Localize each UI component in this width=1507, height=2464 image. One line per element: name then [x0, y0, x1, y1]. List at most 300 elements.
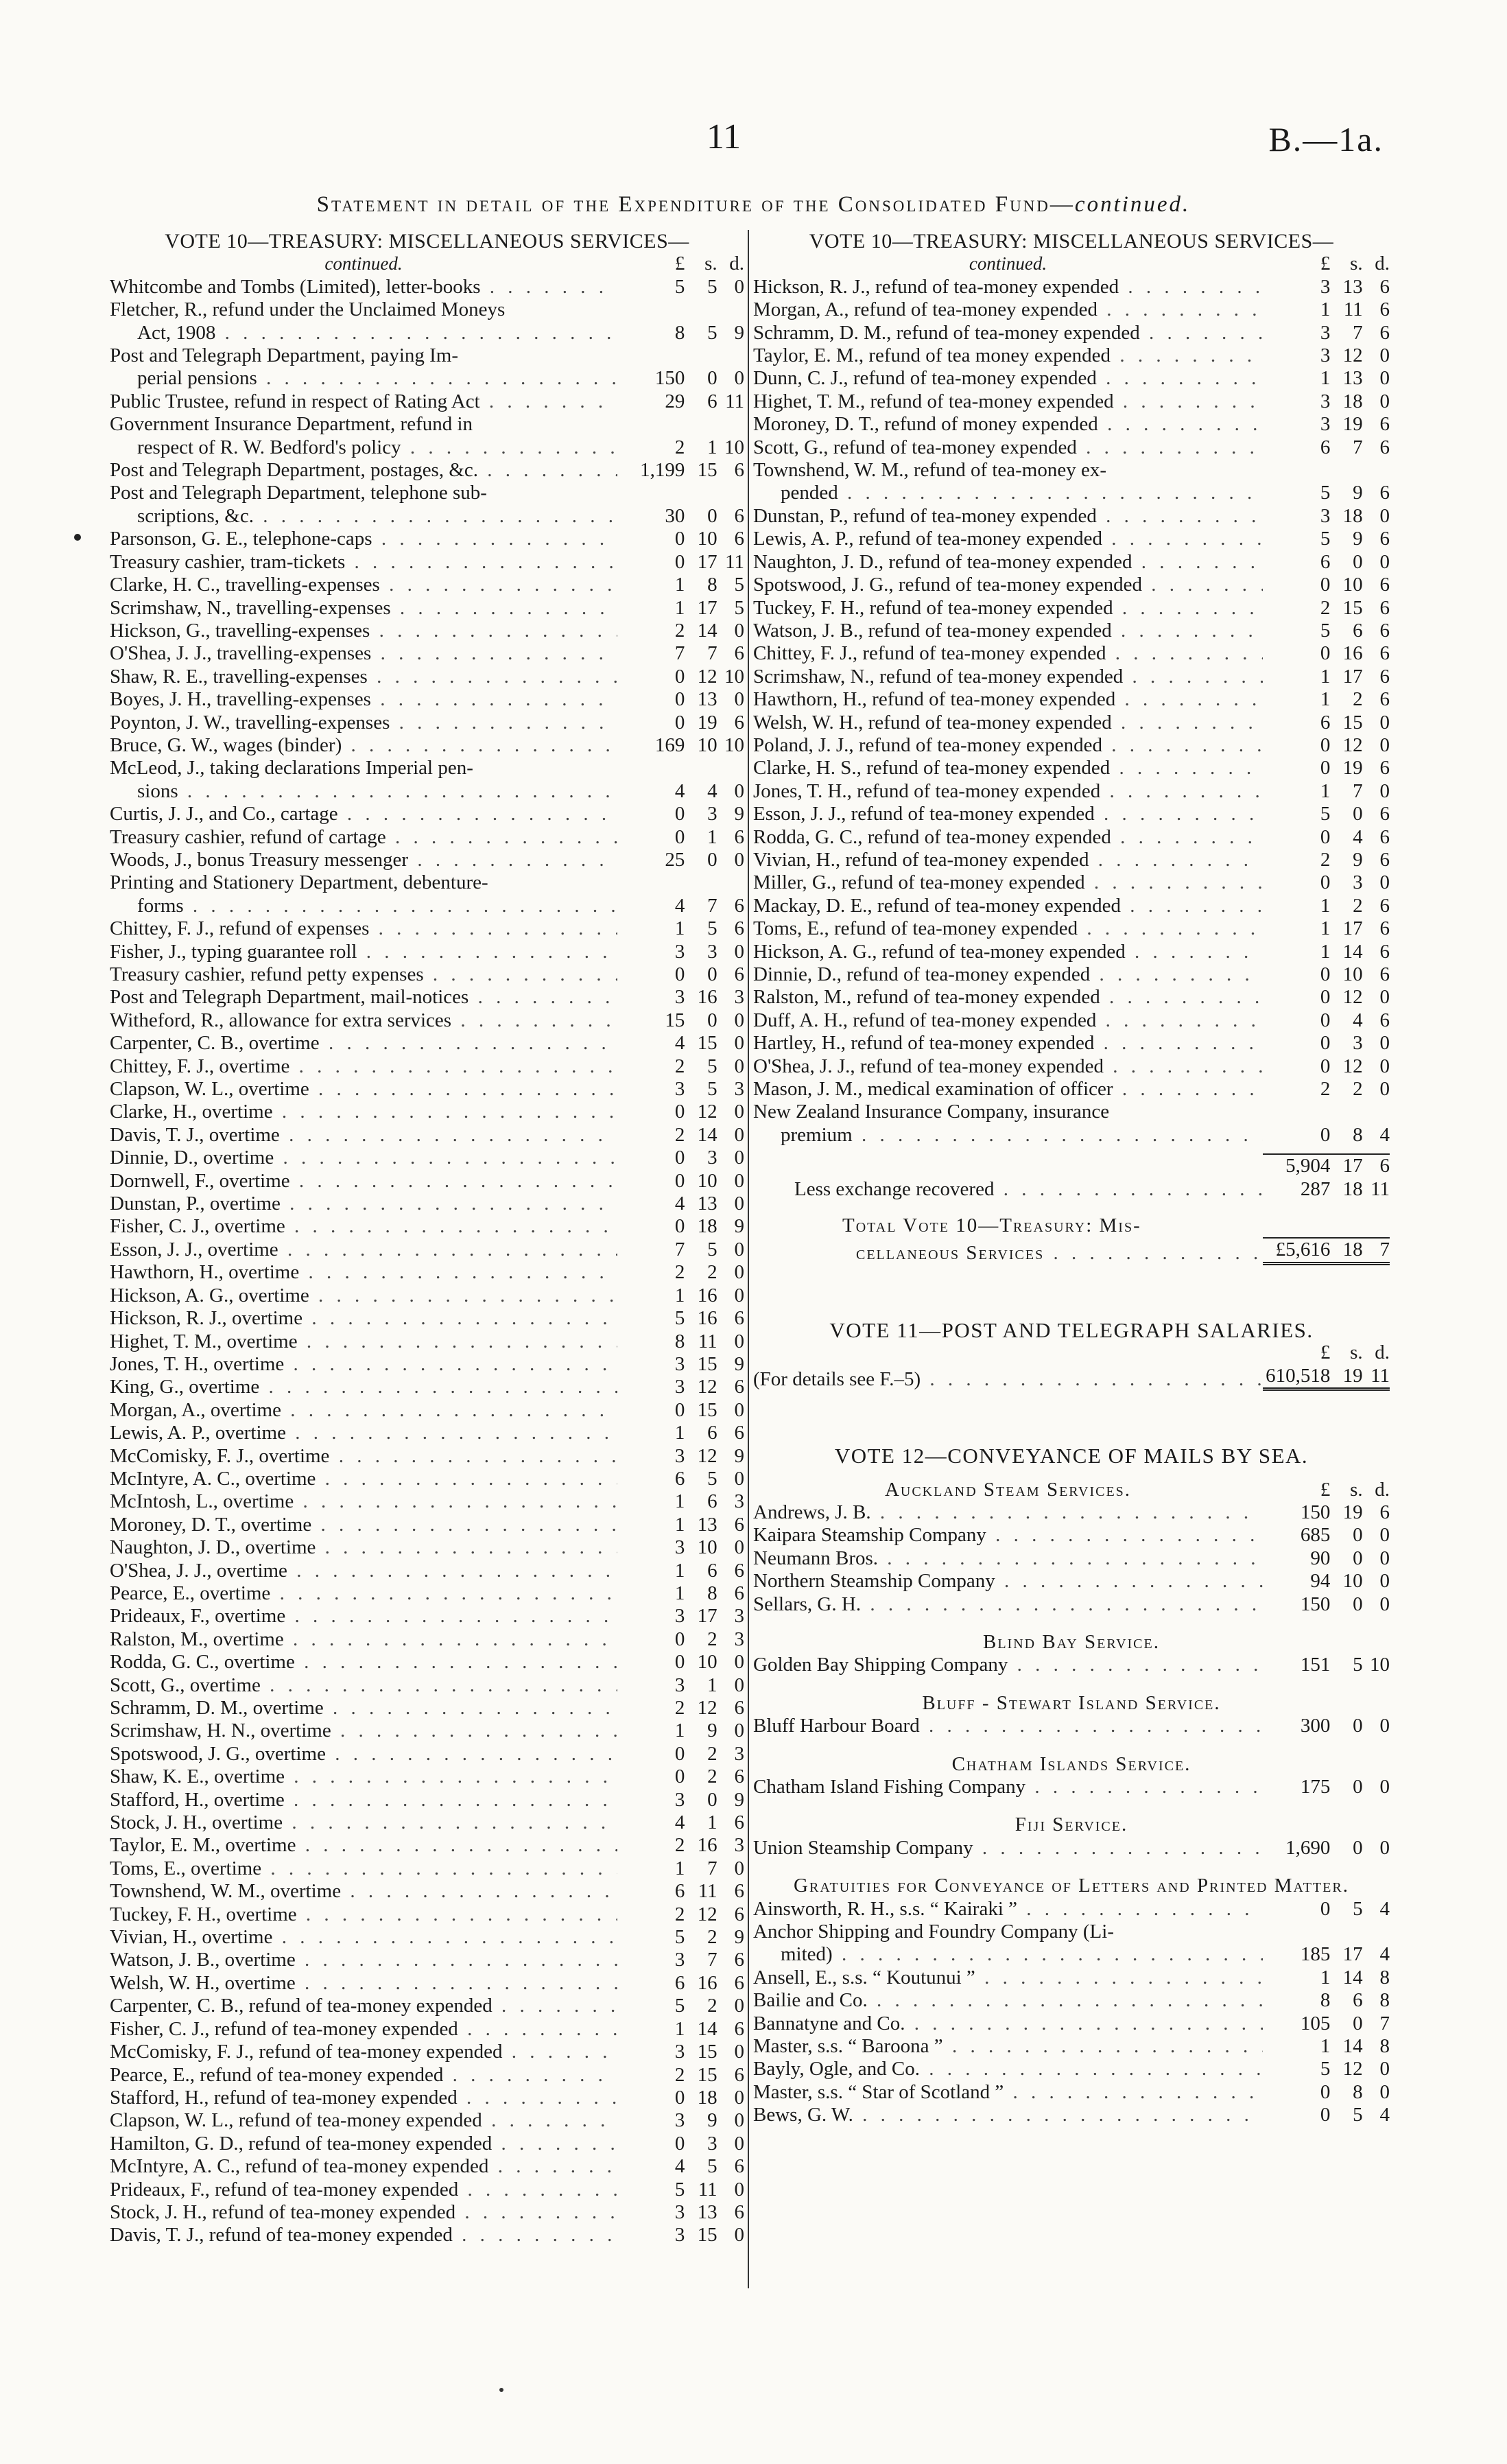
entry-shillings: 16 — [697, 986, 717, 1009]
entry-pounds: 169 — [654, 734, 685, 756]
entry-shillings: 11 — [698, 1880, 717, 1903]
entry-name: Moroney, D. T., refund of money expended . . . — [753, 413, 1263, 436]
entry-amount — [617, 2018, 744, 2041]
entry-name: Hickson, A. G., overtime . . . — [110, 1284, 617, 1307]
entry-amount — [617, 1055, 744, 1078]
total-shillings: 18 — [1342, 1239, 1363, 1261]
entry-pounds: 0 — [1320, 1055, 1331, 1077]
entry-name: Treasury cashier, tram-tickets . . . — [110, 551, 617, 574]
entry-shillings: 3 — [1353, 871, 1363, 894]
entry-name: Fisher, C. J., overtime . . . — [110, 1215, 617, 1238]
entry-pence: 6 — [1379, 482, 1390, 504]
entry-name: Scrimshaw, N., refund of tea-money expended . . . — [753, 666, 1263, 688]
entry-name: Morgan, A., refund of tea-money expended . . . — [753, 298, 1263, 321]
entry-name: Chatham Island Fishing Company . . . — [753, 1776, 1263, 1798]
entry-name: Master, s.s. “ Star of Scotland ” . . . — [753, 2081, 1263, 2104]
entry-pence: 0 — [734, 1536, 744, 1559]
entry-name: McIntyre, A. C., refund of tea-money expended . . . — [110, 2155, 617, 2178]
entry-shillings: 2 — [1353, 688, 1363, 711]
entry-name: Clapson, W. L., overtime . . . — [110, 1078, 617, 1101]
entry-pounds: 0 — [1320, 574, 1331, 596]
entry-pence: 0 — [1379, 367, 1390, 390]
entry-pounds: 2 — [674, 2063, 685, 2086]
entry-shillings: 11 — [698, 1330, 717, 1352]
entry-amount — [1263, 941, 1390, 963]
entry-shillings: 0 — [1353, 1524, 1363, 1547]
entry-name: Post and Telegraph Department, telephone sub- — [110, 482, 487, 504]
entry-shillings: 15 — [697, 1398, 717, 1421]
entry-name: Poland, J. J., refund of tea-money expended . . . — [753, 734, 1263, 757]
entry-pounds: 3 — [674, 2201, 685, 2223]
entry-amount — [1263, 1654, 1390, 1676]
entry-name: Vivian, H., refund of tea-money expended . . . — [753, 849, 1263, 871]
table-row — [110, 413, 744, 436]
table-row — [110, 620, 744, 642]
entry-amount — [1263, 1967, 1390, 1989]
entry-pounds: 150 — [654, 367, 685, 390]
entry-pence: 0 — [734, 1009, 744, 1031]
entry-name: Stock, J. H., overtime . . . — [110, 1811, 617, 1834]
table-row — [110, 276, 744, 298]
entry-pounds: 1 — [1320, 2035, 1331, 2058]
entry-name: Moroney, D. T., overtime . . . — [110, 1514, 617, 1536]
entry-amount — [617, 826, 744, 849]
table-row — [753, 1943, 1390, 1966]
entry-shillings: 16 — [697, 1834, 717, 1857]
entry-pounds: 0 — [1320, 986, 1331, 1009]
entry-pounds: 0 — [674, 1398, 685, 1421]
entry-amount — [617, 1605, 744, 1628]
entry-name: Hamilton, G. D., refund of tea-money expended . . . — [110, 2133, 617, 2155]
entry-name: Dornwell, F., overtime . . . — [110, 1170, 617, 1193]
entry-pounds: 5 — [1320, 803, 1331, 825]
entry-amount — [617, 1857, 744, 1880]
table-row — [110, 1720, 744, 1742]
entry-amount — [617, 1949, 744, 1971]
right-subheading: continued. — [969, 253, 1047, 274]
table-row — [753, 849, 1390, 871]
entry-pence: 6 — [734, 1949, 744, 1971]
entry-name: Highet, T. M., refund of tea-money expended . . . — [753, 390, 1263, 413]
entry-pounds: 6 — [674, 1971, 685, 1994]
table-row — [110, 1124, 744, 1147]
entry-name: O'Shea, J. J., travelling-expenses . . . — [110, 642, 617, 665]
entry-name: Post and Telegraph Department, paying Im- — [110, 344, 459, 367]
table-row — [110, 1880, 744, 1903]
table-row — [110, 1582, 744, 1605]
entry-pounds: 1 — [674, 1513, 685, 1536]
entry-pence: 10 — [1370, 1654, 1390, 1676]
entry-pence: 0 — [734, 1398, 744, 1421]
table-row — [110, 1399, 744, 1422]
entry-pounds: 0 — [1320, 1897, 1331, 1920]
table-row — [110, 551, 744, 574]
table-row — [753, 367, 1390, 390]
entry-pence: 0 — [734, 1330, 744, 1352]
table-row — [110, 298, 744, 321]
entry-pounds: 1 — [674, 1720, 685, 1742]
entry-shillings: 0 — [707, 367, 717, 390]
table-row — [753, 436, 1390, 459]
entry-name: Hickson, A. G., refund of tea-money expended . . . — [753, 941, 1263, 963]
entry-pence: 6 — [1379, 436, 1390, 458]
entry-amount — [1263, 1989, 1390, 2012]
entry-pounds: 1 — [674, 596, 685, 619]
entry-pence: 9 — [734, 1215, 744, 1238]
table-row — [110, 1445, 744, 1468]
entry-name: Stafford, H., overtime . . . — [110, 1789, 617, 1811]
entry-pounds: 90 — [1310, 1547, 1331, 1569]
entry-shillings: 5 — [707, 275, 717, 298]
entry-name: Hawthorn, H., refund of tea-money expended . . . — [753, 688, 1263, 711]
entry-pence: 0 — [1379, 1078, 1390, 1101]
entry-name: Fisher, J., typing guarantee roll . . . — [110, 941, 617, 963]
entry-shillings: 17 — [697, 596, 717, 619]
entry-pounds: 3 — [674, 1078, 685, 1101]
table-row — [110, 1674, 744, 1697]
entry-pence: 0 — [734, 619, 744, 642]
entry-pence: 6 — [1379, 1009, 1390, 1031]
table-row — [110, 941, 744, 963]
entry-shillings: 2 — [707, 1926, 717, 1949]
entry-shillings: 14 — [697, 1123, 717, 1146]
entry-shillings: 3 — [707, 940, 717, 963]
entry-shillings: 19 — [1342, 757, 1363, 779]
table-row — [110, 1628, 744, 1651]
entry-pence: 6 — [1379, 275, 1390, 298]
table-row — [110, 1193, 744, 1215]
table-row — [110, 826, 744, 849]
table-row — [110, 2018, 744, 2041]
entry-pounds: 1 — [1320, 298, 1331, 321]
entry-pence: 6 — [1379, 574, 1390, 596]
entry-shillings: 15 — [697, 1032, 717, 1055]
entry-name: Sellars, G. H. . . . — [753, 1593, 1263, 1616]
entry-amount — [1263, 826, 1390, 849]
entry-pence: 9 — [734, 321, 744, 344]
entry-pounds: 3 — [674, 940, 685, 963]
entry-pence: 0 — [1379, 504, 1390, 527]
entry-shillings: 0 — [1353, 803, 1363, 825]
entry-name: Mason, J. M., medical examination of officer . . . — [753, 1078, 1263, 1101]
entry-shillings: 8 — [707, 574, 717, 596]
entry-amount — [617, 1239, 744, 1261]
entry-pounds: 6 — [674, 1880, 685, 1903]
section-title: Gratuities for Conveyance of Letters and Printed Matter. — [794, 1875, 1349, 1897]
entry-pence: 11 — [725, 390, 744, 412]
entry-pence: 6 — [734, 459, 744, 482]
entry-shillings: 14 — [1342, 940, 1363, 963]
entry-amount — [1263, 642, 1390, 665]
entry-shillings: 13 — [697, 2201, 717, 2223]
entry-pence: 6 — [734, 2063, 744, 2086]
table-row — [753, 1547, 1390, 1570]
entry-shillings: 7 — [1353, 779, 1363, 802]
entry-pence: 0 — [734, 688, 744, 711]
entry-shillings: 6 — [707, 1422, 717, 1444]
entry-shillings: 1 — [707, 1674, 717, 1696]
statement-title-main: Statement in detail of the Expenditure of the Consolidated Fund— — [316, 192, 1075, 217]
entry-shillings: 5 — [707, 1238, 717, 1260]
entry-amount — [617, 1697, 744, 1720]
table-row — [753, 1593, 1390, 1616]
entry-pence: 6 — [1379, 665, 1390, 688]
entry-pence: 0 — [1379, 390, 1390, 412]
entry-pence: 10 — [724, 436, 744, 458]
entry-shillings: 5 — [1353, 1897, 1363, 1920]
entry-pence: 6 — [734, 1307, 744, 1330]
entry-amount — [617, 1880, 744, 1903]
entry-name: Davis, T. J., refund of tea-money expended . . . — [110, 2224, 617, 2246]
table-row — [753, 1654, 1390, 1676]
table-row — [110, 1147, 744, 1169]
entry-shillings: 13 — [1342, 367, 1363, 390]
entry-pence: 0 — [734, 367, 744, 390]
entry-name: Ainsworth, R. H., s.s. “ Kairaki ” . . . — [753, 1898, 1263, 1921]
entry-shillings: 15 — [697, 1352, 717, 1375]
entry-shillings: 18 — [1342, 390, 1363, 412]
entry-shillings: 9 — [1353, 528, 1363, 550]
entry-shillings: 12 — [1342, 1055, 1363, 1077]
entry-pounds: 150 — [1300, 1593, 1331, 1615]
section-title: Chatham Islands Service. — [951, 1752, 1191, 1775]
entry-name: forms . . . — [110, 895, 617, 917]
entry-pence: 6 — [1379, 825, 1390, 848]
entry-name: Bayly, Ogle, and Co. . . . — [753, 2058, 1263, 2080]
entry-pounds: 3 — [1320, 413, 1331, 436]
table-row — [110, 436, 744, 459]
vote11-label: (For details see F.–5) . . . — [753, 1368, 1263, 1391]
entry-pounds: 7 — [674, 1238, 685, 1260]
entry-shillings: 2 — [707, 1765, 717, 1788]
entry-amount — [1263, 482, 1390, 504]
section-title: Fiji Service. — [1014, 1814, 1128, 1836]
entry-name: Scrimshaw, N., travelling-expenses . . . — [110, 597, 617, 620]
entry-name: Lewis, A. P., overtime . . . — [110, 1422, 617, 1444]
pence-header: d. — [729, 253, 744, 275]
table-row — [110, 1239, 744, 1261]
entry-amount — [617, 1560, 744, 1582]
page-header — [0, 117, 1507, 172]
table-row — [110, 1170, 744, 1193]
table-row — [753, 963, 1390, 986]
table-row — [753, 895, 1390, 917]
entry-pounds: 0 — [674, 550, 685, 573]
entry-name: Curtis, J. J., and Co., cartage . . . — [110, 803, 617, 825]
total-pence: 7 — [1379, 1239, 1390, 1261]
entry-name: Toms, E., overtime . . . — [110, 1857, 617, 1880]
entry-pounds: 0 — [674, 825, 685, 848]
entry-name: Naughton, J. D., overtime . . . — [110, 1536, 617, 1559]
left-subheading: continued. — [324, 253, 403, 274]
entry-name: McComisky, F. J., overtime . . . — [110, 1445, 617, 1468]
vote11-pounds: 610,518 — [1266, 1364, 1331, 1387]
entry-name: Spotswood, J. G., refund of tea-money expended . . . — [753, 574, 1263, 596]
entry-amount — [617, 1995, 744, 2017]
entry-pounds: 3 — [674, 1536, 685, 1559]
entry-amount — [617, 1422, 744, 1444]
entry-pounds: 0 — [674, 1101, 685, 1123]
table-row — [753, 986, 1390, 1009]
entry-amount — [617, 322, 744, 344]
entry-pounds: 3 — [674, 1444, 685, 1467]
entry-pence: 8 — [1379, 2035, 1390, 2058]
entry-pence: 0 — [734, 1055, 744, 1077]
entry-name: Neumann Bros. . . . — [753, 1547, 1263, 1570]
entry-pounds: 3 — [1320, 504, 1331, 527]
entry-pounds: 2 — [674, 619, 685, 642]
entry-pence: 6 — [1379, 894, 1390, 917]
entry-name: Chittey, F. J., refund of expenses . . . — [110, 917, 617, 940]
table-row — [753, 2013, 1390, 2035]
entry-name: Bruce, G. W., wages (binder) . . . — [110, 734, 617, 757]
total-label-1: Total Vote 10—Treasury: Mis- — [842, 1215, 1141, 1237]
entry-shillings: 15 — [697, 459, 717, 482]
table-row — [753, 826, 1390, 849]
entry-shillings: 12 — [1342, 344, 1363, 367]
section-title — [753, 1479, 1390, 1501]
entry-shillings: 5 — [707, 917, 717, 940]
entry-name: Dunstan, P., overtime . . . — [110, 1193, 617, 1215]
entry-amount — [1263, 666, 1390, 688]
entry-pounds: 0 — [674, 665, 685, 688]
entry-amount — [617, 849, 744, 871]
entry-pounds: 2 — [674, 1261, 685, 1284]
entry-pence: 6 — [734, 963, 744, 985]
entry-shillings: 14 — [697, 619, 717, 642]
entry-pounds: 0 — [1320, 757, 1331, 779]
entry-pounds: 1 — [674, 1422, 685, 1444]
entry-amount — [617, 1215, 744, 1238]
table-row — [110, 1949, 744, 1971]
entry-amount — [1263, 551, 1390, 574]
less-exchange-label: Less exchange recovered . . . — [753, 1178, 1263, 1201]
table-row — [110, 780, 744, 803]
entry-pounds: 1 — [674, 574, 685, 596]
entry-name: Hickson, G., travelling-expenses . . . — [110, 620, 617, 642]
entry-amount — [617, 1536, 744, 1559]
table-row — [110, 1651, 744, 1674]
table-row — [110, 2064, 744, 2087]
entry-shillings: 19 — [1342, 413, 1363, 436]
entry-pence: 0 — [1379, 1775, 1390, 1798]
entry-name: Shaw, K. E., overtime . . . — [110, 1765, 617, 1788]
table-row — [110, 849, 744, 871]
entry-shillings: 0 — [1353, 550, 1363, 573]
entry-pounds: 3 — [1320, 390, 1331, 412]
entry-shillings: 3 — [707, 1147, 717, 1169]
entry-pounds: 2 — [674, 436, 685, 458]
entry-name: Post and Telegraph Department, postages, &c. . . . — [110, 459, 617, 482]
entry-pounds: 5 — [1320, 482, 1331, 504]
entry-pence: 0 — [734, 1169, 744, 1192]
right-column — [753, 230, 1390, 2127]
entry-shillings: 5 — [707, 1467, 717, 1490]
table-row — [110, 1490, 744, 1513]
entry-amount — [617, 528, 744, 550]
entry-shillings: 19 — [697, 711, 717, 734]
entry-name: Taylor, E. M., overtime . . . — [110, 1834, 617, 1857]
table-row — [110, 1811, 744, 1834]
entry-name: New Zealand Insurance Company, insurance — [753, 1101, 1110, 1123]
entry-name: Dinnie, D., overtime . . . — [110, 1147, 617, 1169]
entry-name: McIntyre, A. C., overtime . . . — [110, 1468, 617, 1490]
entry-amount — [617, 986, 744, 1009]
entry-amount — [1263, 1009, 1390, 1032]
entry-pence: 0 — [1379, 344, 1390, 367]
entry-pence: 7 — [1379, 2012, 1390, 2034]
entry-shillings: 0 — [1353, 1836, 1363, 1859]
entry-amount — [617, 1490, 744, 1513]
entry-shillings: 3 — [1353, 1032, 1363, 1055]
entry-pounds: 4 — [674, 779, 685, 802]
entry-shillings: 15 — [1342, 711, 1363, 734]
entry-pounds: 5 — [1320, 528, 1331, 550]
entry-name: Stock, J. H., refund of tea-money expended . . . — [110, 2201, 617, 2224]
entry-amount — [1263, 1570, 1390, 1593]
table-row — [110, 963, 744, 986]
entry-amount — [617, 1926, 744, 1949]
table-row — [753, 482, 1390, 504]
entry-amount — [617, 551, 744, 574]
entry-pence: 0 — [1379, 1032, 1390, 1055]
table-row — [110, 574, 744, 596]
entry-name: sions . . . — [110, 780, 617, 803]
entry-name: Golden Bay Shipping Company . . . — [753, 1654, 1263, 1676]
entry-amount — [617, 941, 744, 963]
entry-name: Andrews, J. B. . . . — [753, 1501, 1263, 1524]
entry-pounds: 0 — [674, 1169, 685, 1192]
entry-shillings: 5 — [707, 1055, 717, 1077]
entry-amount — [617, 1720, 744, 1742]
table-row — [753, 2035, 1390, 2058]
entry-shillings: 0 — [1353, 1547, 1363, 1569]
entry-pounds: 4 — [674, 2155, 685, 2178]
entry-pence: 0 — [734, 1123, 744, 1146]
entry-pounds: 0 — [1320, 963, 1331, 985]
entry-name: Stafford, H., refund of tea-money expended . . . — [110, 2087, 617, 2109]
entry-amount — [1263, 2013, 1390, 2035]
entry-pence: 10 — [724, 665, 744, 688]
entry-shillings: 1 — [707, 1811, 717, 1834]
entry-name: Bailie and Co. . . . — [753, 1989, 1263, 2012]
entry-name: Scrimshaw, H. N., overtime . . . — [110, 1720, 617, 1742]
table-row — [110, 1284, 744, 1307]
table-row — [110, 1903, 744, 1926]
entry-name: O'Shea, J. J., refund of tea-money expended . . . — [753, 1055, 1263, 1078]
entry-amount — [1263, 849, 1390, 871]
entry-amount — [1263, 712, 1390, 734]
table-row — [110, 1697, 744, 1720]
entry-pence: 0 — [734, 2109, 744, 2132]
entry-amount — [1263, 2104, 1390, 2126]
entry-pounds: 29 — [665, 390, 685, 412]
less-pounds: 287 — [1300, 1177, 1331, 1200]
table-row — [753, 803, 1390, 825]
entry-amount — [617, 2179, 744, 2201]
entry-name: Fletcher, R., refund under the Unclaimed Moneys — [110, 298, 506, 321]
entry-amount — [617, 1903, 744, 1926]
entry-pence: 0 — [734, 1651, 744, 1674]
entry-amount — [1263, 895, 1390, 917]
entry-pounds: 0 — [1320, 2080, 1331, 2103]
entry-shillings: 2 — [1353, 894, 1363, 917]
table-row — [753, 941, 1390, 963]
entry-amount — [617, 642, 744, 665]
entry-amount — [617, 1514, 744, 1536]
entry-pence: 6 — [1379, 803, 1390, 825]
entry-name: Miller, G., refund of tea-money expended . . . — [753, 871, 1263, 894]
